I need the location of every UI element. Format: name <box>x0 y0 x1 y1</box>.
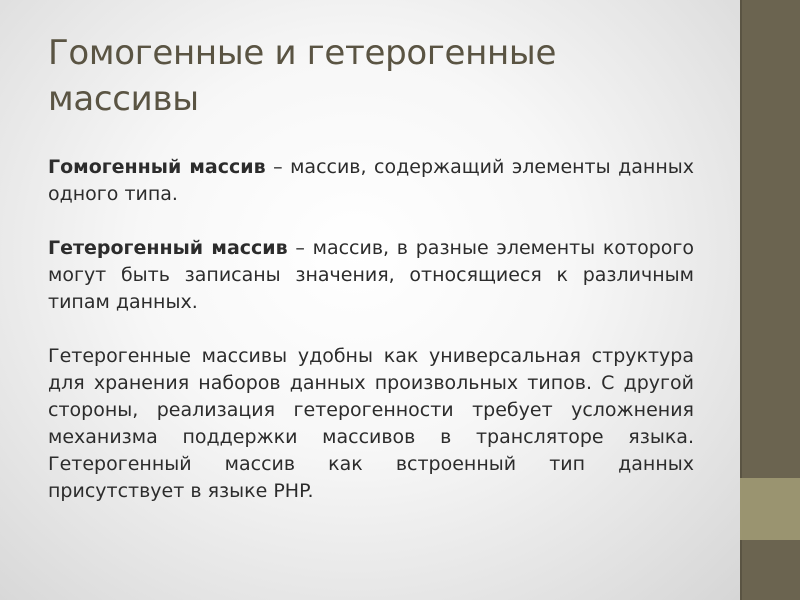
slide-title: Гомогенные и гетерогенные массивы <box>48 33 557 119</box>
slide-body <box>48 154 694 532</box>
paragraph-explanation: Гетерогенные массивы удобны как универсальная структура для хранения наборов данных произвольных типов. С другой стороны, реализация гетерогенности требует усложнения механизма поддержки массивов в трансляторе языка. Гетерогенный массив как встроенный тип данных присутствует в языке PHP. <box>48 345 694 502</box>
sidebar-accent-block <box>740 478 800 540</box>
paragraph-heterogeneous <box>48 235 694 316</box>
paragraph-homogeneous <box>48 154 694 208</box>
sidebar-decoration <box>740 0 800 600</box>
term-homogeneous: Гомогенный массив <box>48 156 266 178</box>
term-heterogeneous: Гетерогенный массив <box>48 237 288 259</box>
definition-heterogeneous: – массив, в разные элементы которого могут быть записаны значения, относящиеся к различным типам данных. <box>48 237 695 313</box>
definition-homogeneous: – массив, содержащий элементы данных одного типа. <box>48 156 694 205</box>
